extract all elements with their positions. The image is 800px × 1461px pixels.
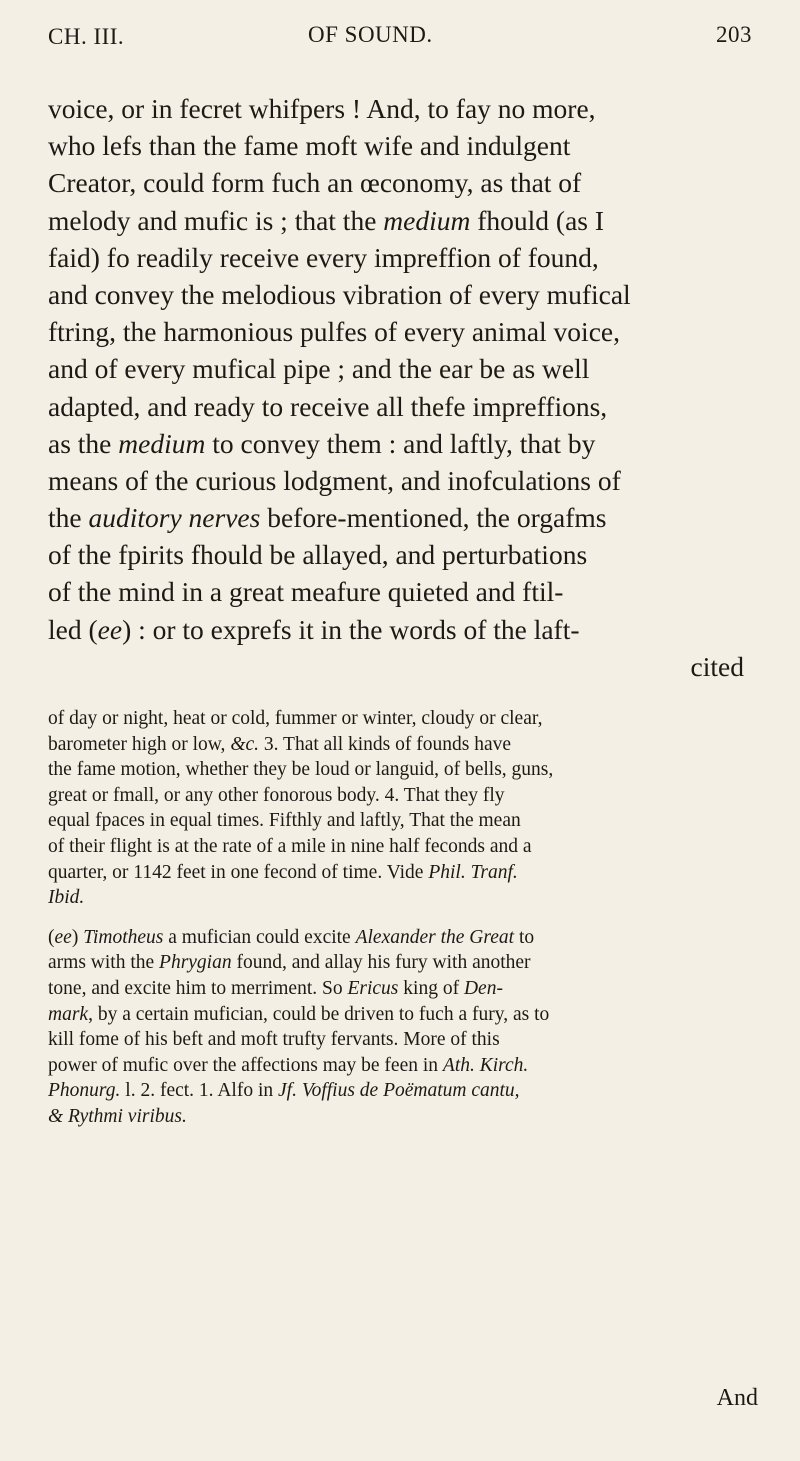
text-line: means of the curious lodgment, and inofculations of	[48, 464, 621, 496]
footnote-line: tone, and excite him to merriment. So Ericus king of Den-	[48, 977, 503, 999]
text-line: voice, or in fecret whifpers ! And, to fay no more,	[48, 93, 596, 124]
footnote-line: the fame motion, whether they be loud or languid, of bells, guns,	[48, 759, 554, 781]
text-line: who lefs than the fame moft wife and indulgent	[48, 130, 571, 162]
footnote-line: great or fmall, or any other fonorous body. 4. That they fly	[48, 784, 505, 806]
footnote-line: power of mufic over the affections may be feen in Ath. Kirch.	[48, 1054, 529, 1076]
text-line: led (ee) : or to exprefs it in the words of the laft-	[48, 613, 580, 645]
footnote-line: quarter, or 1142 feet in one fecond of time. Vide Phil. Tranf.	[48, 861, 518, 883]
page-header	[48, 10, 752, 50]
text-line: the auditory nerves before-mentioned, the orgafms	[48, 502, 607, 534]
text-line: and convey the melodious vibration of every mufical	[48, 278, 631, 310]
catchword: And	[716, 1385, 758, 1411]
footnote-line: mark, by a certain mufician, could be driven to fuch a fury, as to	[48, 1003, 550, 1025]
text-line: as the medium to convey them : and laftly, that by	[48, 427, 596, 459]
text-line: of the mind in a great meafure quieted and ftil-	[48, 576, 564, 608]
footnote-line: Ibid.	[48, 887, 85, 909]
text-line: cited	[690, 650, 744, 682]
text-line: melody and mufic is ; that the medium fhould (as I	[48, 204, 605, 236]
text-line: Creator, could form fuch an œconomy, as that of	[48, 167, 582, 199]
footnote-ee	[48, 925, 758, 1130]
page-number: 203	[716, 22, 752, 47]
text-line: of the fpirits fhould be allayed, and perturbations	[48, 539, 588, 571]
footnote-line: kill fome of his beft and moft trufty fervants. More of this	[48, 1029, 500, 1051]
text-line: faid) fo readily receive every impreffion of found,	[48, 241, 599, 273]
footnote-line: (ee) Timotheus a mufician could excite Alexander the Great to	[48, 926, 535, 948]
footnotes	[48, 706, 758, 1130]
footnote-line: of day or night, heat or cold, fummer or winter, cloudy or clear,	[48, 708, 543, 729]
text-line: adapted, and ready to receive all thefe impreffions,	[48, 390, 608, 422]
footnote-line: & Rythmi viribus.	[48, 1105, 187, 1127]
text-line: ftring, the harmonious pulfes of every animal voice,	[48, 316, 620, 348]
footnote-continued	[48, 706, 758, 911]
footnote-line: equal fpaces in equal times. Fifthly and laftly, That the mean	[48, 810, 521, 832]
footnote-line: arms with the Phrygian found, and allay his fury with another	[48, 952, 531, 974]
running-title: OF SOUND.	[308, 22, 433, 47]
footnote-line: barometer high or low, &c. 3. That all kinds of founds have	[48, 733, 512, 755]
main-text	[48, 90, 758, 685]
text-line: and of every mufical pipe ; and the ear be as well	[48, 353, 590, 385]
chapter-label: CH. III.	[48, 24, 125, 49]
footnote-line: of their flight is at the rate of a mile in nine half feconds and a	[48, 835, 532, 857]
footnote-line: Phonurg. l. 2. fect. 1. Alfo in Jf. Voffius de Poëmatum cantu,	[48, 1080, 520, 1102]
